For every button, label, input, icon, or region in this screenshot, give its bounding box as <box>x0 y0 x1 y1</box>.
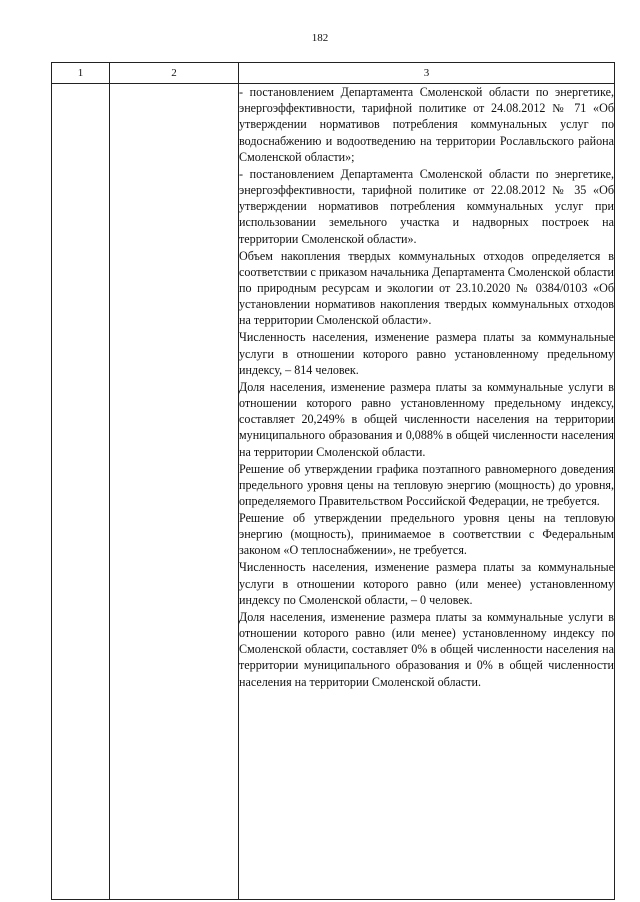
document-table <box>51 62 615 900</box>
page-number: 182 <box>311 32 329 44</box>
table-row <box>52 84 615 900</box>
paragraph-decree-35: - постановлением Департамента Смоленской области по энергетике, энергоэффективности, тарифной политике от 22.08.2012 № 35 «Об утверждении нормативов потребления коммунальных услуг при использовании земельного участка и надворных построек на территории Смоленской области». <box>239 166 614 246</box>
paragraph-population-share-equal: Доля населения, изменение размера платы за коммунальные услуги в отношении которого равно установленному предельному индексу, составляет 20,249% в общей численности населения на территории муниципального образования и 0,088% в общей численности населения на территории Смоленской области. <box>239 379 614 459</box>
paragraph-population-share-less: Доля населения, изменение размера платы за коммунальные услуги в отношении которого равно (или менее) установленному индексу по Смоленской области, составляет 0% в общей численности населения на территории муниципального образования и 0% в общей численности населения на территории Смоленской области. <box>239 609 614 689</box>
paragraph-waste-accumulation: Объем накопления твердых коммунальных отходов определяется в соответствии с приказом начальника Департамента Смоленской области по природным ресурсам и экологии от 23.10.2020 № 0384/0103 «Об установлении нормативов накопления твердых коммунальных отходов на территории Смоленской области». <box>239 248 614 328</box>
cell-column-1 <box>52 84 110 900</box>
cell-column-3 <box>239 84 615 900</box>
paragraph-decree-71: - постановлением Департамента Смоленской области по энергетике, энергоэффективности, тарифной политике от 24.08.2012 № 71 «Об утверждении нормативов потребления коммунальных услуг по водоснабжению и водоотведению на территории Рославльского района Смоленской области»; <box>239 85 614 164</box>
cell-column-2 <box>110 84 239 900</box>
paragraph-heat-price-limit: Решение об утверждении предельного уровня цены на тепловую энергию (мощность), принимаемое в соответствии с Федеральным законом «О теплоснабжении», не требуется. <box>239 511 614 558</box>
column-header-3: 3 <box>239 63 615 84</box>
table-header-row <box>52 63 615 84</box>
paragraph-heat-price-schedule: Решение об утверждении графика поэтапного равномерного доведения предельного уровня цены на тепловую энергию (мощность) до уровня, определяемого Правительством Российской Федерации, не требуется. <box>239 461 614 509</box>
paragraph-population-count-less: Численность населения, изменение размера платы за коммунальные услуги в отношении которого равно (или менее) установленному индексу по Смоленской области, – 0 человек. <box>239 560 614 607</box>
paragraph-population-count-equal: Численность населения, изменение размера платы за коммунальные услуги в отношении которого равно установленному предельному индексу, – 814 человек. <box>239 330 614 377</box>
column-header-2: 2 <box>110 63 239 84</box>
column-header-1: 1 <box>52 63 110 84</box>
